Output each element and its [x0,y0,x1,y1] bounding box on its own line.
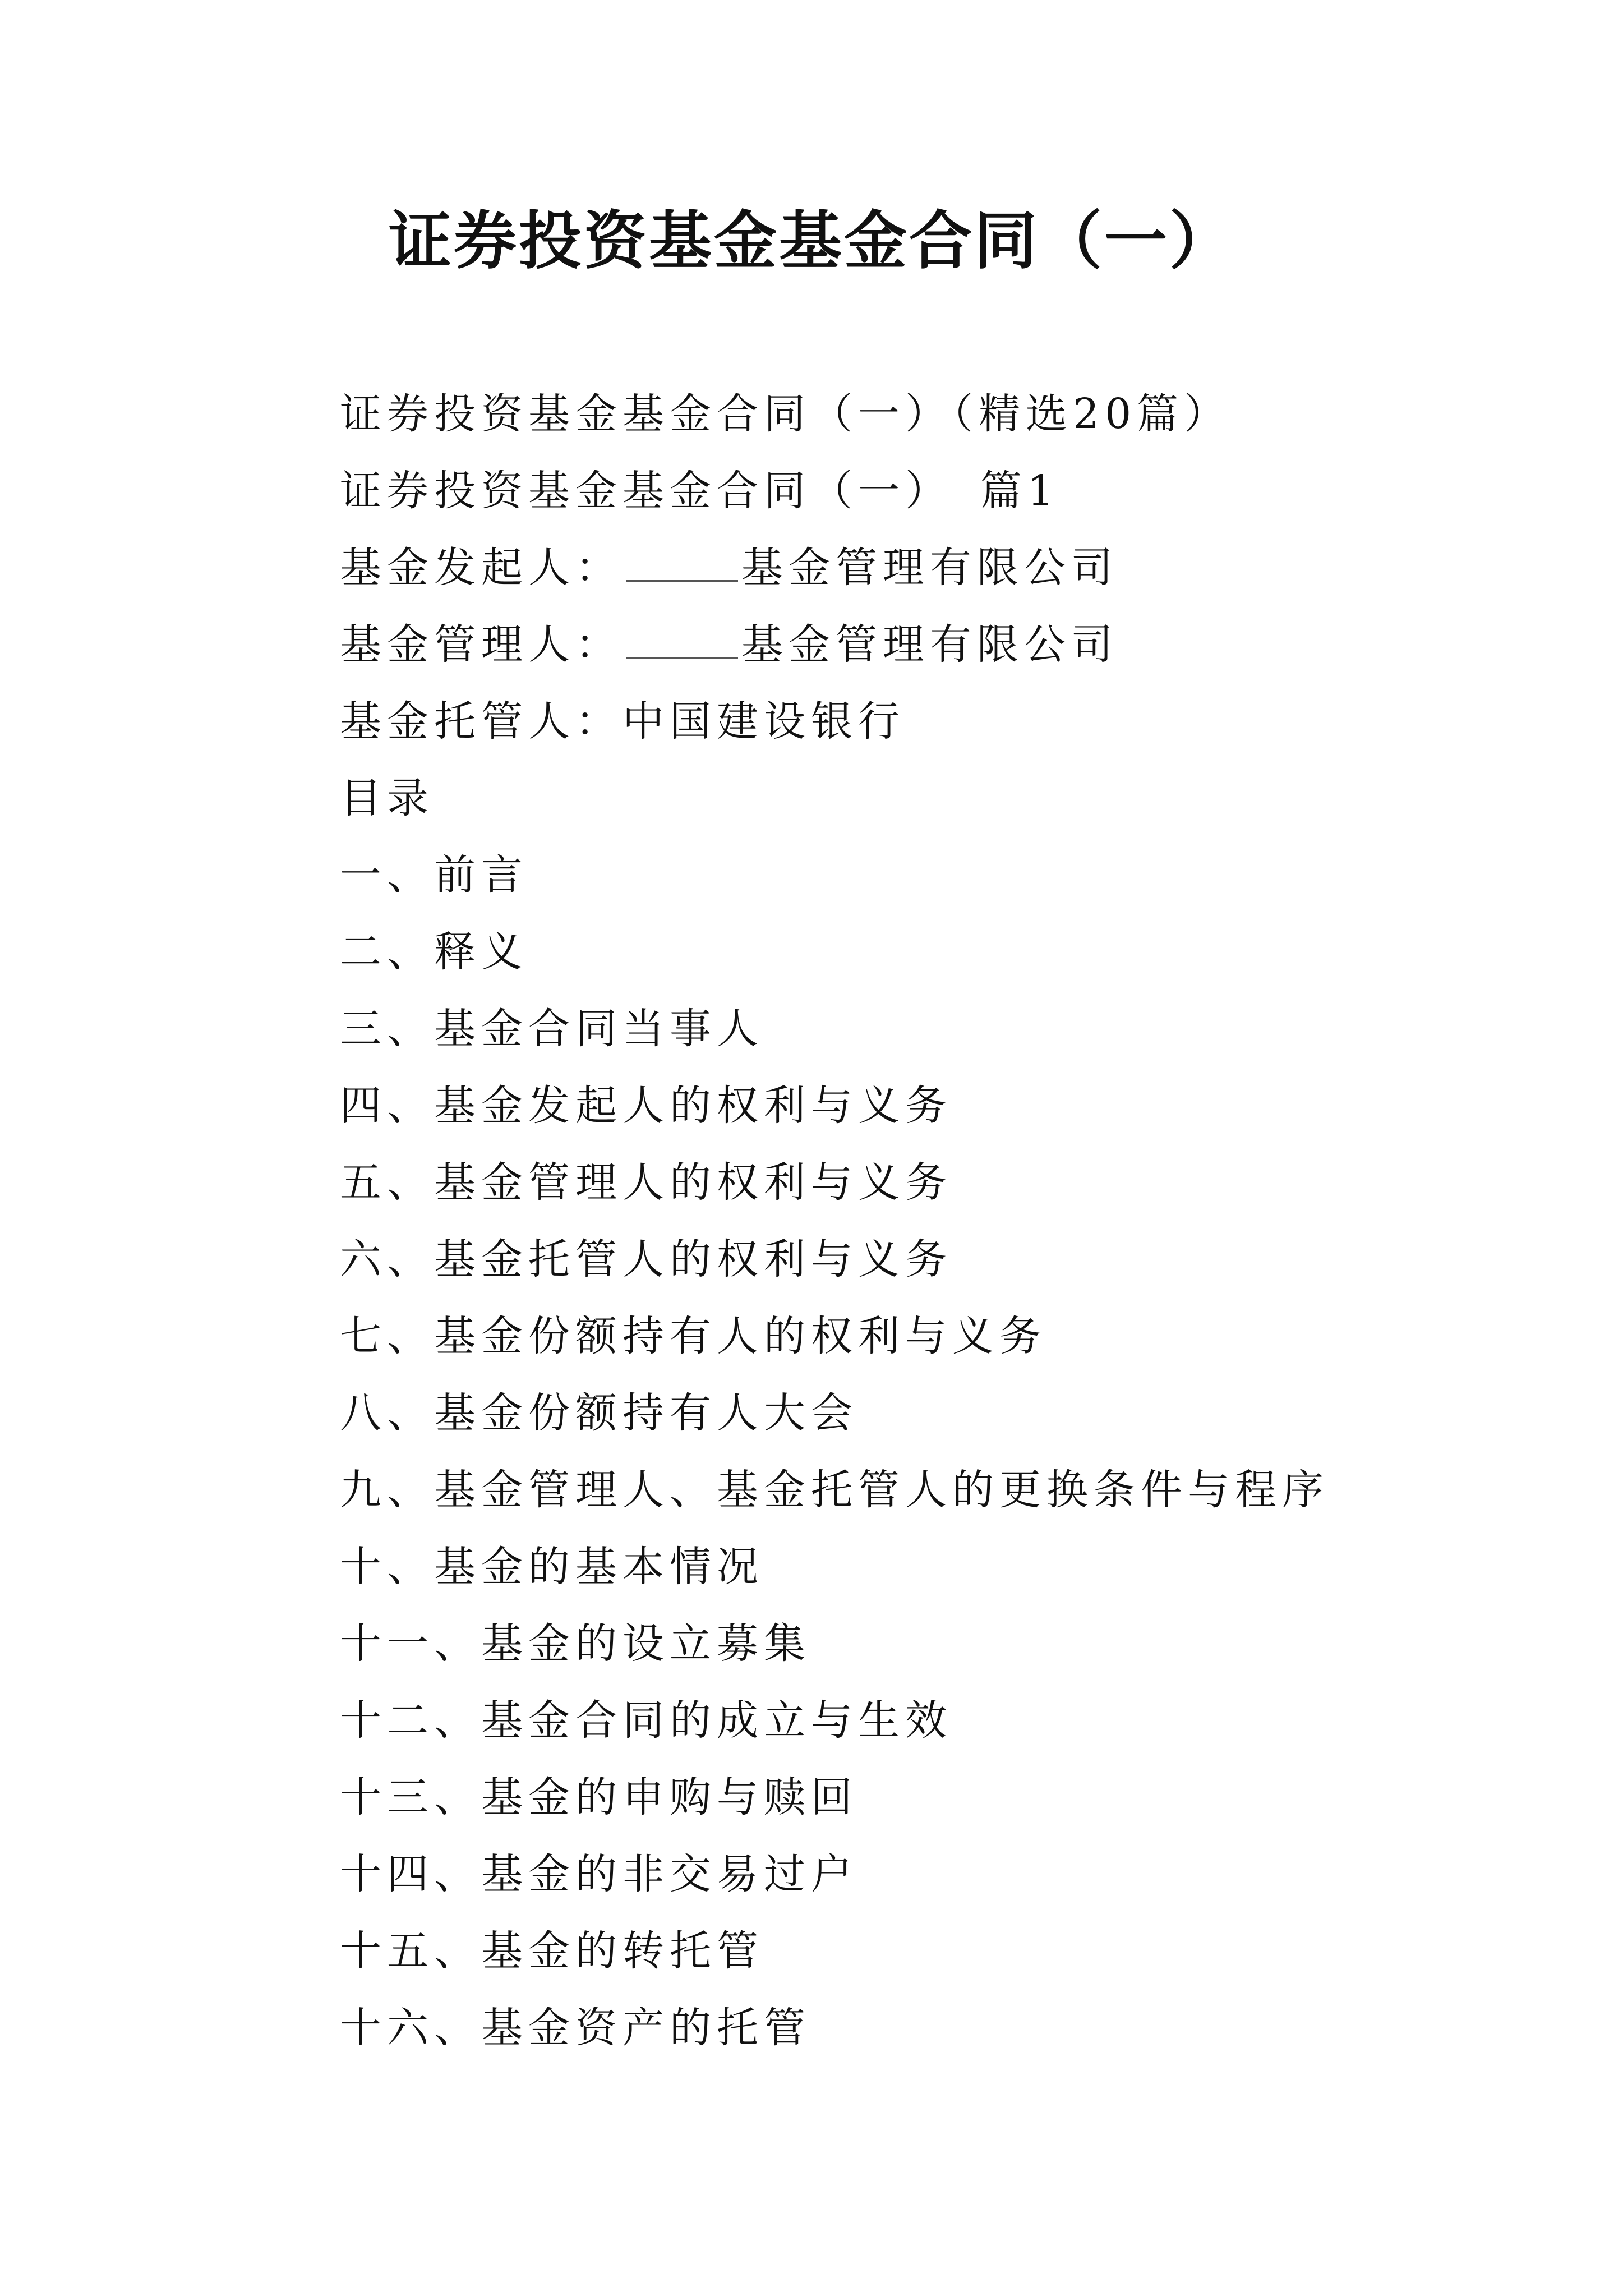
toc-item: 一、前言 [340,851,528,899]
manager-name: 基金管理有限公司 [741,620,1118,669]
toc-item: 二、释义 [340,928,528,976]
toc-item: 十三、基金的申购与赎回 [340,1773,858,1821]
toc-item: 十一、基金的设立募集 [340,1619,811,1668]
toc-item: 五、基金管理人的权利与义务 [340,1158,952,1207]
toc-heading: 目录 [340,774,434,822]
toc-item: 八、基金份额持有人大会 [340,1389,858,1437]
part-number: 篇1 [980,467,1060,515]
sponsor-line [340,530,1518,606]
document-title: 证券投资基金基金合同（一） [389,204,1234,278]
manager-blank [626,621,738,659]
toc-item: 九、基金管理人、基金托管人的更换条件与程序 [340,1466,1329,1514]
sponsor-blank [626,544,738,582]
toc-item: 十五、基金的转托管 [340,1927,764,1975]
toc-item: 十四、基金的非交易过户 [340,1850,858,1898]
manager-label: 基金管理人： [340,620,623,669]
toc-item: 十、基金的基本情况 [340,1543,764,1591]
sponsor-name: 基金管理有限公司 [741,544,1118,592]
sponsor-label: 基金发起人： [340,544,623,592]
toc-item: 三、基金合同当事人 [340,1005,764,1053]
toc-item: 六、基金托管人的权利与义务 [340,1235,952,1283]
toc-item: 十二、基金合同的成立与生效 [340,1696,952,1745]
document-subtitle: 证券投资基金基金合同（一）（精选20篇） [340,390,1232,438]
custodian-line: 基金托管人：中国建设银行 [340,697,905,746]
part-heading [340,453,1518,530]
toc-list [340,837,1518,2067]
toc-item: 七、基金份额持有人的权利与义务 [340,1312,1046,1360]
toc-item: 十六、基金资产的托管 [340,2004,811,2052]
manager-line [340,606,1518,683]
document-body [340,376,1518,2067]
part-heading-text: 证券投资基金基金合同（一） [340,467,952,515]
toc-item: 四、基金发起人的权利与义务 [340,1082,952,1130]
